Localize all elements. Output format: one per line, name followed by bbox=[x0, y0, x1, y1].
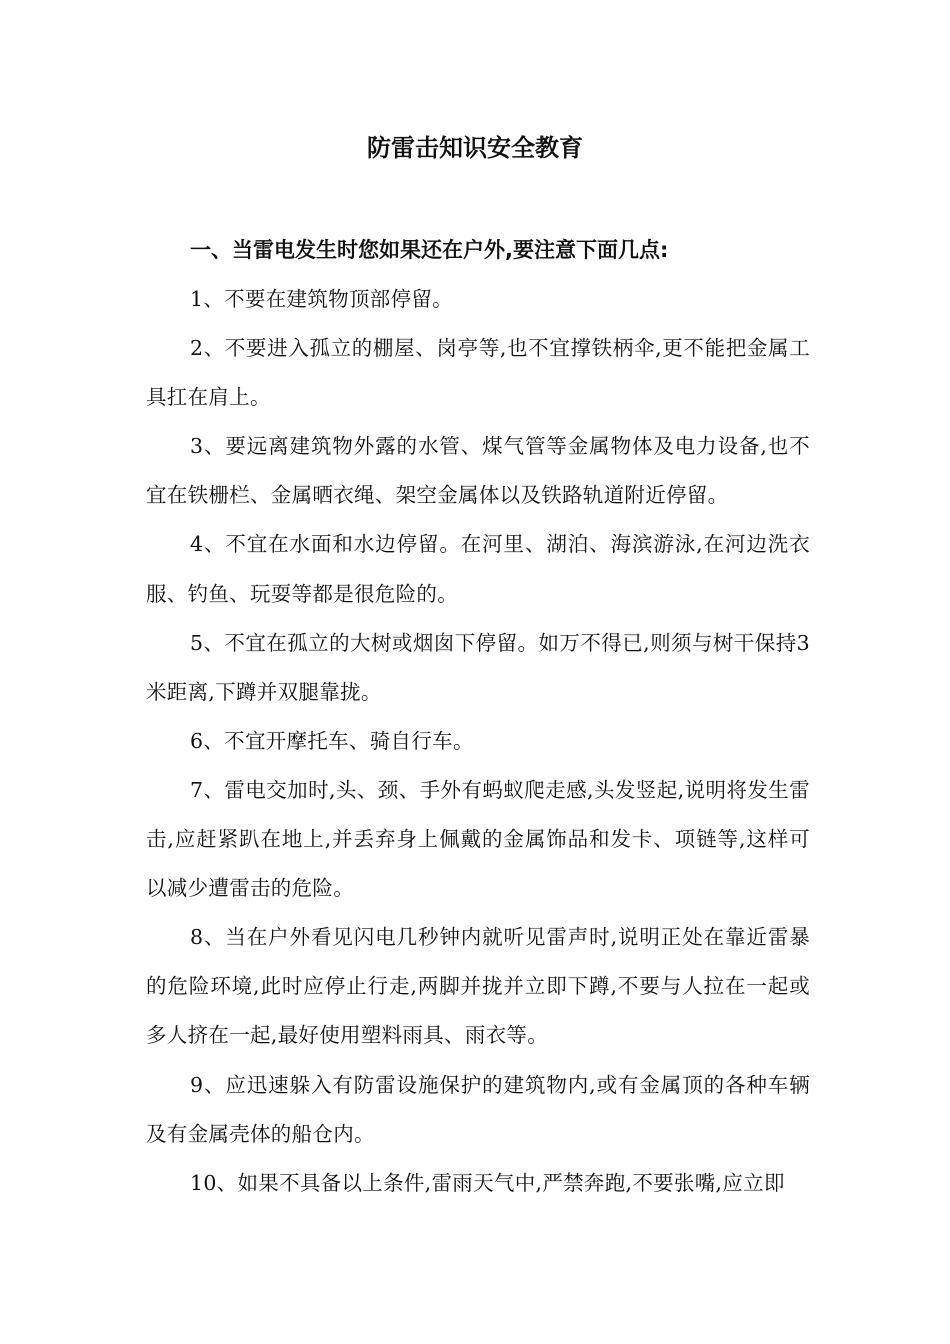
paragraph-item-2: 2、不要进入孤立的棚屋、岗亭等,也不宜撑铁柄伞,更不能把金属工具扛在肩上。 bbox=[146, 336, 810, 410]
paragraph-item-10: 10、如果不具备以上条件,雷雨天气中,严禁奔跑,不要张嘴,应立即 bbox=[190, 1170, 785, 1195]
paragraph-item-5: 5、不宜在孤立的大树或烟囱下停留。如万不得已,则须与树干保持3米距离,下蹲并双腿靠拢。 bbox=[146, 630, 810, 704]
paragraph-item-6: 6、不宜开摩托车、骑自行车。 bbox=[190, 728, 474, 753]
paragraph-item-8: 8、当在户外看见闪电几秒钟内就听见雷声时,说明正处在靠近雷暴的危险环境,此时应停止行走,两脚并拢并立即下蹲,不要与人拉在一起或多人挤在一起,最好使用塑料雨具、雨衣等。 bbox=[146, 925, 810, 1048]
paragraph-item-9: 9、应迅速躲入有防雷设施保护的建筑物内,或有金属顶的各种车辆及有金属壳体的船仓内。 bbox=[146, 1072, 810, 1146]
document-body bbox=[146, 225, 810, 1208]
paragraph-item-3: 3、要远离建筑物外露的水管、煤气管等金属物体及电力设备,也不宜在铁栅栏、金属晒衣绳、架空金属体以及铁路轨道附近停留。 bbox=[146, 434, 810, 508]
paragraph-item-1: 1、不要在建筑物顶部停留。 bbox=[190, 287, 453, 311]
paragraph-item-7: 7、雷电交加时,头、颈、手外有蚂蚁爬走感,头发竖起,说明将发生雷击,应赶紧趴在地上,并丢弃身上佩戴的金属饰品和发卡、项链等,这样可以减少遭雷击的危险。 bbox=[146, 777, 810, 901]
document-title: 防雷击知识安全教育 bbox=[367, 134, 583, 162]
section-heading: 一、当雷电发生时您如果还在户外,要注意下面几点: bbox=[190, 238, 669, 262]
paragraph-item-4: 4、不宜在水面和水边停留。在河里、湖泊、海滨游泳,在河边洗衣服、钓鱼、玩耍等都是很危险的。 bbox=[146, 532, 810, 606]
